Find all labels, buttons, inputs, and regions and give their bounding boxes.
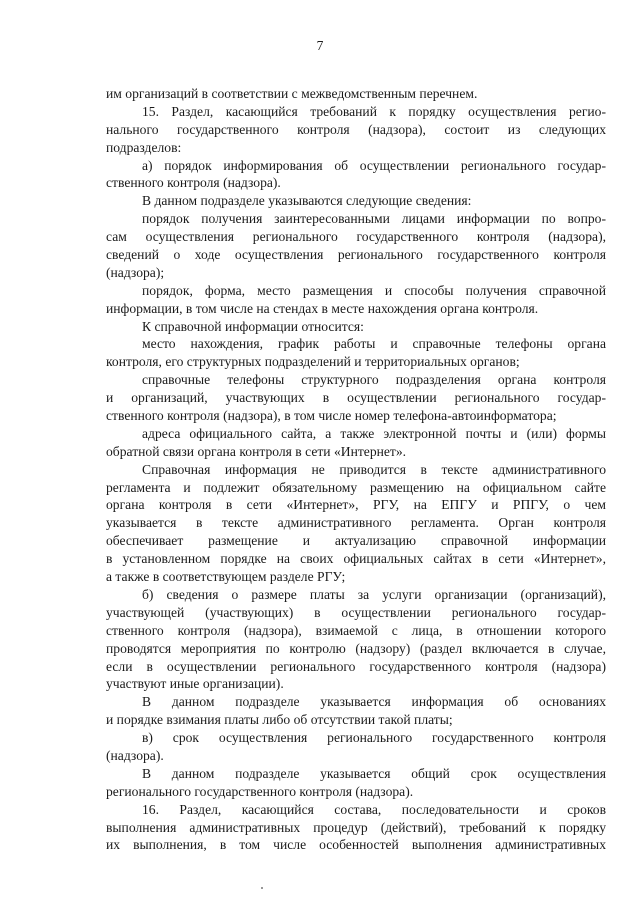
text-line: справочные телефоны структурного подразделения органа контроля [142, 372, 606, 388]
text-line: адреса официального сайта, а также электронной почты и (или) формы [142, 425, 606, 441]
text-line: ственного контроля (надзора), взимаемой с лица, в отношении которого [106, 622, 606, 638]
text-line: подразделов: [106, 139, 182, 155]
text-line: если в осуществлении регионального государственного контроля (надзора) [106, 658, 606, 674]
text-line: порядок, форма, место размещения и способы получения справочной [142, 282, 606, 298]
text-line: обратной связи органа контроля в сети «Интернет». [106, 443, 407, 459]
text-line: органа контроля в сети «Интернет», РГУ, на ЕПГУ и РПГУ, о чем [106, 497, 606, 513]
text-line: (надзора). [106, 747, 164, 763]
text-line: и организаций, участвующих в осуществлении регионального государ- [106, 390, 606, 406]
text-line: ственного контроля (надзора), в том числе номер телефона-автоинформатора; [106, 408, 557, 424]
text-line: регионального государственного контроля (надзора). [106, 783, 414, 799]
text-line: участвующей (участвующих) в осуществлении регионального государ- [106, 604, 606, 620]
text-line: (надзора); [106, 264, 165, 280]
text-line: информации, в том числе на стендах в месте нахождения органа контроля. [106, 300, 539, 316]
text-line: выполнения административных процедур (действий), требований к порядку [106, 819, 606, 835]
scan-speck [261, 887, 263, 889]
text-line: а также в соответствующем разделе РГУ; [106, 569, 346, 585]
text-line: в) срок осуществления регионального государственного контроля [142, 730, 606, 746]
text-line: регламента и подлежит обязательному размещению на официальном сайте [106, 479, 606, 495]
text-line: место нахождения, график работы и справочные телефоны органа [142, 336, 606, 352]
text-line: контроля, его структурных подразделений и территориальных органов; [106, 354, 520, 370]
text-line: указывается в тексте административного регламента. Орган контроля [106, 515, 606, 531]
document-body [106, 85, 606, 854]
text-line: К справочной информации относится: [142, 318, 364, 334]
text-line: обеспечивает размещение и актуализацию справочной информации [106, 533, 606, 549]
text-line: порядок получения заинтересованными лицами информации по вопро- [142, 211, 606, 227]
text-line: им организаций в соответствии с межведомственным перечнем. [106, 86, 478, 101]
text-line: 16. Раздел, касающийся состава, последовательности и сроков [142, 801, 606, 817]
text-line: В данном подразделе указывается общий срок осуществления [142, 765, 606, 781]
text-line: сам осуществления регионального государственного контроля (надзора), [106, 229, 606, 245]
text-line: ственного контроля (надзора). [106, 175, 281, 191]
text-line: 15. Раздел, касающийся требований к порядку осуществления регио- [142, 103, 606, 119]
text-line: проводятся мероприятия по контролю (надзору) (раздел включается в случае, [106, 640, 606, 656]
page-number: 7 [316, 38, 324, 53]
text-line: В данном подразделе указывается информация об основаниях [142, 694, 606, 710]
text-line: сведений о ходе осуществления регионального государственного контроля [106, 247, 606, 263]
text-line: б) сведения о размере платы за услуги организации (организаций), [142, 586, 606, 602]
text-line: Справочная информация не приводится в тексте административного [142, 461, 606, 477]
text-line: и порядке взимания платы либо об отсутствии такой платы; [106, 712, 453, 728]
text-line: участвуют иные организации). [106, 676, 284, 692]
text-line: а) порядок информирования об осуществлении регионального государ- [142, 157, 606, 173]
text-line: В данном подразделе указываются следующие сведения: [142, 193, 472, 209]
text-line: их выполнения, в том числе особенностей выполнения административных [106, 837, 606, 853]
text-line: нального государственного контроля (надзора), состоит из следующих [106, 121, 606, 137]
text-line: в установленном порядке на своих официальных сайтах в сети «Интернет», [106, 551, 606, 567]
